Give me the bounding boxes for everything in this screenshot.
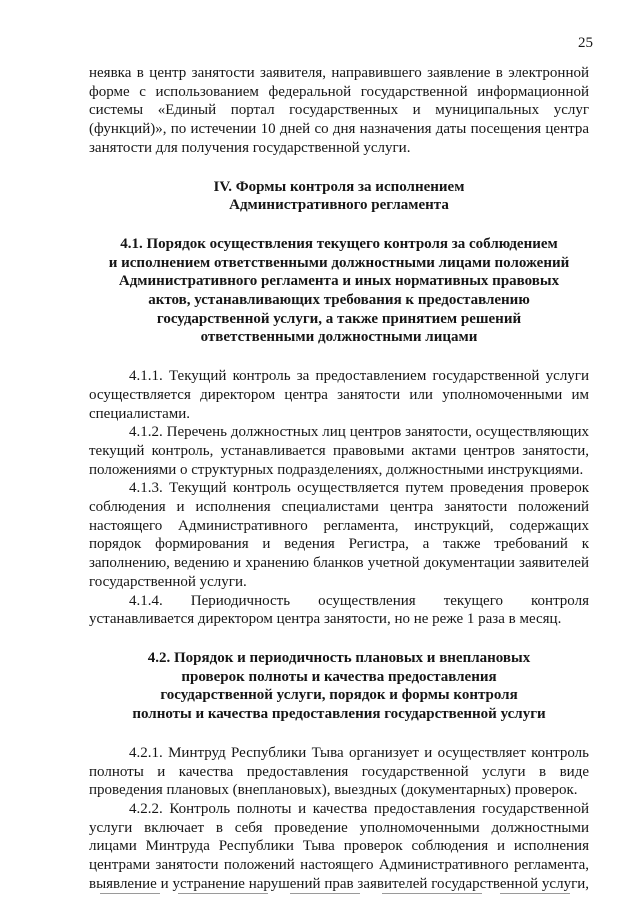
paragraph-4-2-1: 4.2.1. Минтруд Республики Тыва организует и осуществляет контроль полноты и качества предоставления государственной услуги в виде проведения плановых (внеплановых), выездных (документарных) проверок. [89,744,589,799]
scan-line [100,893,160,894]
heading-line: ответственными должностными лицами [200,329,478,346]
scan-line [178,893,268,894]
paragraph-top: неявка в центр занятости заявителя, направившего заявление в электронной форме с использованием федеральной государственной информационной системы «Единый портал государственных и муниципальных услуг (функций)», по истечении 10 дней со дня назначения даты посещения центра занятости для получения государственной услуги. [89,65,589,156]
paragraph-4-1-4-line2: устанавливается директором центра занятости, но не реже 1 раза в месяц. [89,611,562,628]
heading-line: 4.2. Порядок и периодичность плановых и внеплановых [147,649,531,666]
scan-footer-lines [100,893,600,897]
page-content [89,64,589,893]
heading-line: полноты и качества предоставления государственной услуги [132,706,546,723]
heading-line: актов, устанавливающих требования к предоставлению [148,292,530,309]
section-heading-line: Административного регламента [229,197,449,214]
heading-line: государственной услуги, порядок и формы контроля [160,687,518,704]
section-heading [89,178,589,215]
spacer [89,724,589,744]
paragraph-4-2-2: 4.2.2. Контроль полноты и качества предоставления государственной услуги включает в себя проведение уполномоченными должностными лицами Минтруда Республики Тыва проверок соблюдения и исполнения центрами занятости положений настоящего Административного регламента, выявление и устранение нарушений прав заявителей государственной услуги, [89,800,589,892]
heading-line: и исполнением ответственными должностными лицами положений [108,254,570,271]
section-heading-line: IV. Формы контроля за исполнением [213,178,465,195]
heading-line: Административного регламента и иных нормативных правовых [118,273,560,290]
paragraph-4-1-2: 4.1.2. Перечень должностных лиц центров занятости, осуществляющих текущий контроль, устанавливается правовыми актами центров занятости, положениями о структурных подразделениях, должностными инструкциями. [89,424,589,478]
page-number: 25 [578,35,593,51]
subsection-heading-4-2 [89,649,589,724]
scan-line [500,893,570,894]
spacer [89,347,589,367]
heading-line: государственной услуги, а также принятием решений [156,310,522,327]
scan-line [382,893,482,894]
paragraph-4-1-3: 4.1.3. Текущий контроль осуществляется путем проведения проверок соблюдения и исполнения специалистами центра занятости положений настоящего Административного регламента, инструкций, содержащих порядок формирования и ведения Регистра, а также требований к заполнению, ведению и хранению бланков учетной документации заявителей государственной услуги. [89,480,589,590]
paragraph-4-1-1: 4.1.1. Текущий контроль за предоставлением государственной услуги осуществляется директором центра занятости или уполномоченными им специалистами. [89,368,589,422]
paragraph-4-1-4-line1: 4.1.4. Периодичность осуществления текущего контроля [129,592,589,609]
subsection-heading-4-1 [89,235,589,347]
scan-line [290,893,360,894]
heading-line: проверок полноты и качества предоставления [181,668,497,685]
heading-line: 4.1. Порядок осуществления текущего контроля за соблюдением [120,235,558,252]
